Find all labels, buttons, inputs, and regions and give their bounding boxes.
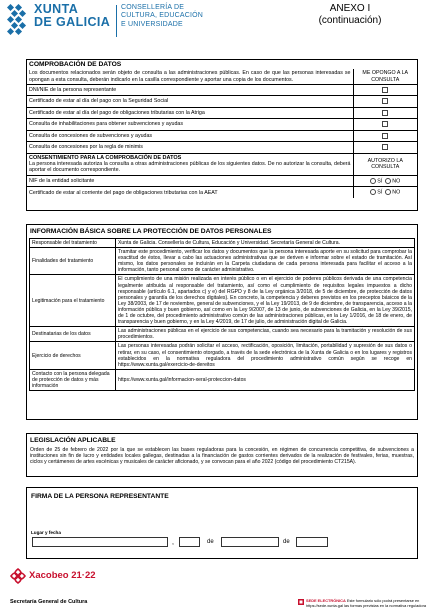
yes-radio[interactable] xyxy=(370,189,376,195)
consent-block xyxy=(27,153,353,175)
consent-title: CONSENTIMIENTO PARA LA COMPROBACIÓN DE DATOS xyxy=(29,154,182,161)
table-row: Ejercicio de derechos Las personas interesadas podrán solicitar el acceso, rectificación, oposición, limitación, portabilidad y supresión de sus datos o retirar, en su caso, el consentimiento otorgado, a través de la sede electrónica de la Xunta de Galicia o en los lugares y registros establecidos en la normativa reguladora del procedimiento administrativo común según se recoge en https://www.xunta.gal/exercicio-de-dereitos xyxy=(30,342,415,369)
section-title: LEGISLACIÓN APLICABLE xyxy=(30,437,116,444)
section-title: FIRMA DE LA PERSONA REPRESENTANTE xyxy=(31,493,169,500)
data-check-section xyxy=(26,59,418,211)
no-label: NO xyxy=(392,178,401,185)
xunta-logo-text: XUNTA DE GALICIA xyxy=(34,2,111,29)
data-protection-section xyxy=(26,224,418,420)
de-label: de xyxy=(283,539,290,545)
consult-item-label: Certificado de estar al día del pago de obligaciones tributarias con la Atriga xyxy=(27,107,353,119)
authorize-header: AUTORIZO LA CONSULTA xyxy=(353,153,417,175)
logo-divider xyxy=(116,5,117,37)
yes-label: SÍ xyxy=(377,178,383,185)
department-name: CONSELLERÍA DE CULTURA, EDUCACIÓN E UNIVERSIDADE xyxy=(121,4,204,28)
xacobeo-emblem-icon xyxy=(10,568,26,584)
table-row: Responsable del tratamiento Xunta de Galicia. Consellería de Cultura, Educación y Universidad. Secretaría General de Cultura. xyxy=(30,239,415,248)
consult-item-label: Consulta de concesiones por la regla de minimis xyxy=(27,142,353,154)
xacobeo-text: Xacobeo 21·22 xyxy=(29,570,96,581)
day-field[interactable] xyxy=(179,537,200,547)
month-field[interactable] xyxy=(221,537,279,547)
page-header xyxy=(0,0,439,52)
annex-title: ANEXO I (continuación) xyxy=(318,3,382,26)
table-row: Contacto con la persona delegada de protección de datos y más información https://www.xunta.gal/informacion-xeral-proteccion-datos xyxy=(30,369,415,390)
sede-electronica-text: SEDE ELECTRÓNICA Este formulario sólo podrá presentarse en https://sede.xunta.gal las formas previstas en la normativa reguladora xyxy=(306,598,427,608)
xunta-logo-icon xyxy=(7,4,28,37)
oppose-checkbox[interactable] xyxy=(382,144,388,150)
comma-separator: , xyxy=(172,539,174,546)
data-protection-table xyxy=(29,238,415,391)
sede-electronica-icon xyxy=(298,599,304,605)
consult-item-label: Certificado de estar al día del pago con la Seguridad Social xyxy=(27,96,353,108)
consult-item-label: DNI/NIE de la persona representante xyxy=(27,84,353,96)
section-title: COMPROBACIÓN DE DATOS xyxy=(29,61,122,68)
no-radio[interactable] xyxy=(385,189,391,195)
oppose-header: ME OPONGO A LA CONSULTA xyxy=(353,69,417,84)
oppose-checkbox[interactable] xyxy=(382,87,388,93)
oppose-checkbox[interactable] xyxy=(382,133,388,139)
oppose-checkbox[interactable] xyxy=(382,98,388,104)
oppose-checkbox[interactable] xyxy=(382,110,388,116)
table-row: Destinatarias de los datos Las administraciones públicas en el ejercicio de sus competencias, cuando sea necesario para la tramitación y resolución de sus procedimientos. xyxy=(30,327,415,342)
section-title: INFORMACIÓN BÁSICA SOBRE LA PROTECCIÓN DE DATOS PERSONALES xyxy=(30,228,272,235)
table-row: Legitimación para el tratamiento El cumplimiento de una misión realizada en interés público o en el ejercicio de poderes públicos derivada de una competencia legalmente atribuida al responsable del tratamiento, así como el cumplimiento de requisitos legales impuestos a dicho responsable (artículo 6.1, apartados c) y e) del RGPD y 8 de la Ley orgánica 3/2018, de 5 de diciembre, de protección de datos personales y garantía de los derechos digitales). En concreto, la competencia y deberes previstos en los preceptos básicos de la Ley 38/2003, de 17 de noviembre, general de subvenciones, y el la Ley 19/2013, de 9 de diciembre, de transparencia, acceso a la información pública y buen gobierno, así como en la Ley 9/2007, de 13 de junio, de subvenciones de Galicia, en la Ley 39/2015, de 1 de octubre, del procedimiento administrativo común de las administraciones públicas, en la Ley 1/2016, de 18 de enero, de transparencia y buen gobierno, y en la Ley 4/2019, de 17 de julio, de administración digital de Galicia. xyxy=(30,275,415,327)
legislation-section xyxy=(26,433,418,477)
no-label: NO xyxy=(392,189,401,196)
de-label: de xyxy=(207,539,214,545)
table-row: Finalidades del tratamiento Tramitar este procedimiento, verificar los datos y documentos que la persona interesada aporte en su solicitud para comprobar la exactitud de éstos, llevar a cabo las actuaciones administrativas que se deriven e informar sobre el estado de tramitación. Así mismo, los datos personales se incluirán en la Carpeta ciudadana de cada persona interesada para facilitar el acceso a la información, tanto personal como de carácter administrativo. xyxy=(30,248,415,275)
consult-item-label: Consulta de concesiones de subvenciones y ayudas xyxy=(27,130,353,142)
place-date-label: Lugar y fecha xyxy=(31,530,61,535)
consent-text: La persona interesada autoriza la consulta a otras administraciones públicas de los siguientes datos. De no autorizar la consulta, deberá aportar el documento correspondiente. xyxy=(29,161,351,174)
year-field[interactable] xyxy=(296,537,328,547)
yes-radio[interactable] xyxy=(370,178,376,184)
yes-label: SÍ xyxy=(377,189,383,196)
consultation-intro: Los documentos relacionados serán objeto de consulta a las administraciones públicas. En caso de que las personas interesadas se opongan a esta consulta, deberán indicarlo en la casilla correspondiente y aportar una copia de los documentos. xyxy=(27,69,353,84)
consult-item-label: Consulta de inhabilitaciones para obtener subvenciones y ayudas xyxy=(27,119,353,131)
signature-section xyxy=(26,487,418,559)
consent-item-label: NIF de la entidad solicitante xyxy=(27,175,353,187)
legislation-text: Orden de 25 de febrero de 2022 por la que se establecen las bases reguladoras para la concesión, en régimen de concurrencia competitiva, de subvenciones a instituciones sin fin de lucro y entidades locales gallegas, destinadas a la financiación de gastos corrientes derivados de la realización de festivales, ferias, muestras, ciclos y certámenes de artes escénicas y musicales de carácter aficionado, y se convocan para el año 2022 (código del procedimiento CT215A). xyxy=(30,447,414,466)
oppose-checkbox[interactable] xyxy=(382,121,388,127)
place-field[interactable] xyxy=(32,537,168,547)
no-radio[interactable] xyxy=(385,178,391,184)
footer-department: Secretaría General de Cultura xyxy=(10,599,88,605)
consent-item-label: Certificado de estar al corriente del pago de obligaciones tributarias con la AEAT xyxy=(29,189,218,196)
